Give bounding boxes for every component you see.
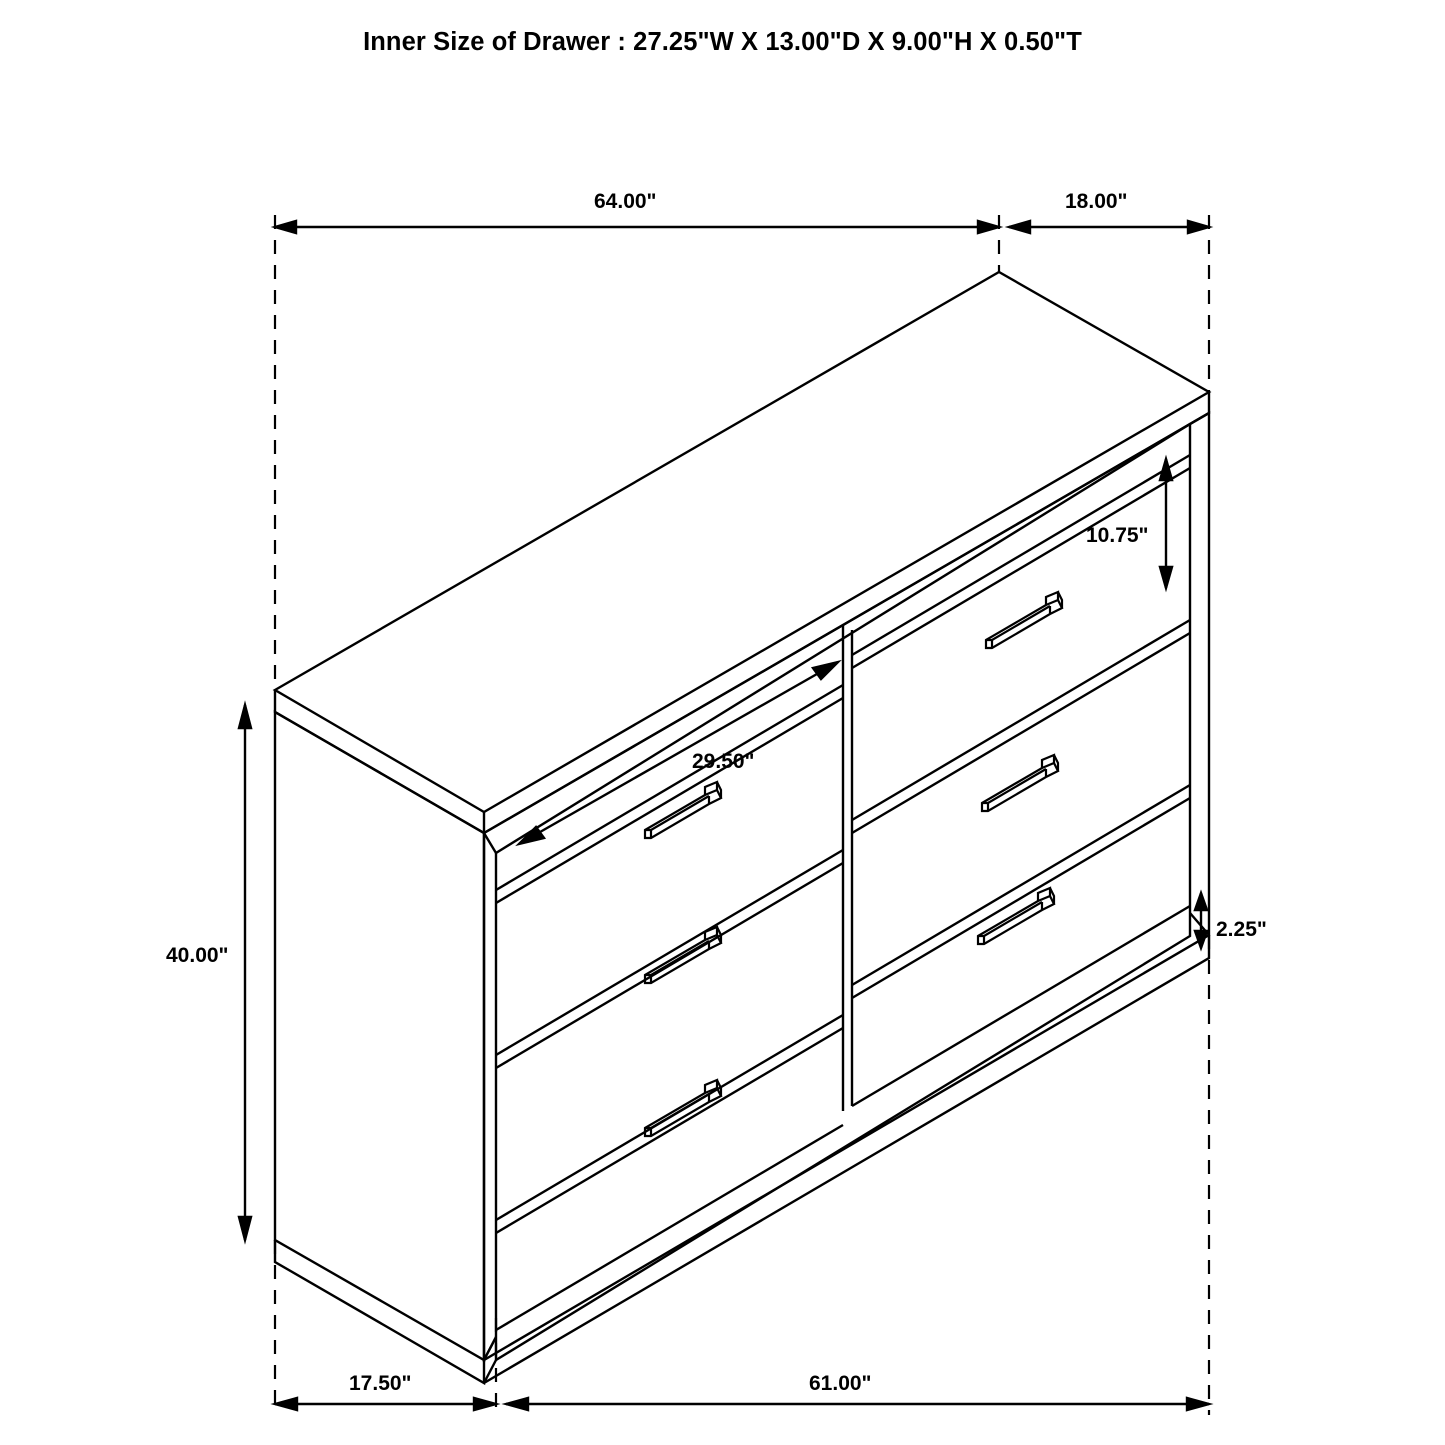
dimension-label-overall-width: 64.00"	[594, 190, 657, 213]
dimension-bottom-1750	[275, 1398, 496, 1410]
dimension-top-18	[1009, 221, 1209, 233]
dimension-label-side-depth: 18.00"	[1065, 190, 1128, 213]
dimension-label-drawer-front-width: 29.50"	[692, 750, 755, 773]
dimension-label-base-depth: 17.50"	[349, 1372, 412, 1395]
dimension-label-plinth-height: 2.25"	[1216, 918, 1267, 941]
extension-lines	[275, 215, 1209, 1415]
dimension-label-base-width: 61.00"	[809, 1372, 872, 1395]
dresser-body	[275, 272, 1209, 1383]
page-title: Inner Size of Drawer : 27.25"W X 13.00"D X 9.00"H X 0.50"T	[363, 28, 1082, 56]
dimension-left-40	[239, 705, 251, 1240]
dimension-bottom-61	[506, 1398, 1209, 1410]
drawer-handles	[645, 592, 1062, 1136]
dimension-drawer-2950	[519, 662, 838, 844]
dimension-label-overall-height: 40.00"	[166, 944, 229, 967]
dimension-top-64	[275, 221, 999, 233]
dimension-label-top-drawer-height: 10.75"	[1086, 524, 1149, 547]
